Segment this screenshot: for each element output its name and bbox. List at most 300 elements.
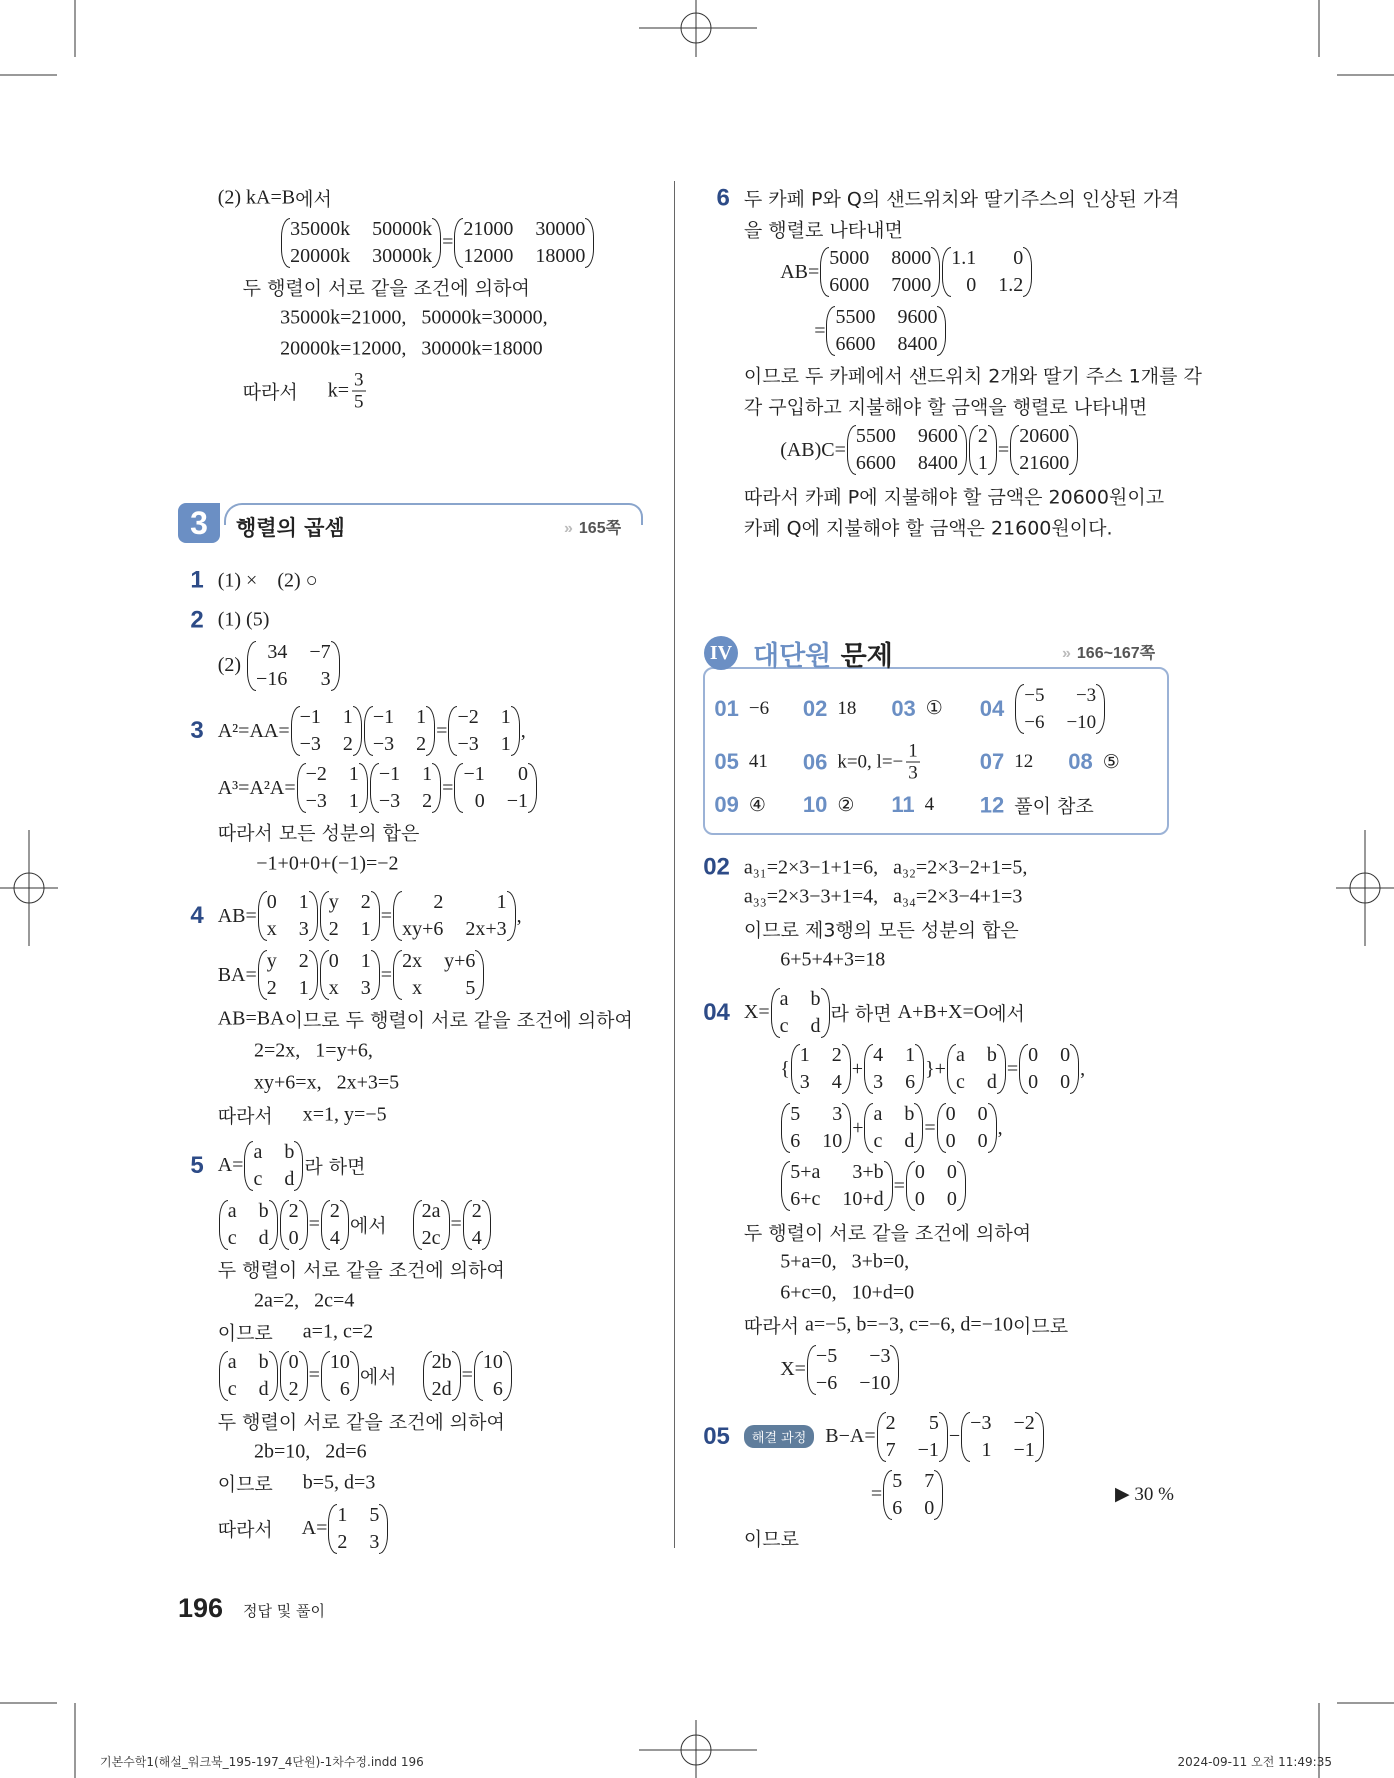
page-number: 196	[178, 1593, 224, 1623]
solution-line	[254, 1440, 367, 1463]
math-text: b=5, d=3	[272, 1471, 376, 1494]
solution-line	[190, 606, 270, 634]
matrix	[328, 1502, 388, 1556]
math-text: A³=A²A=	[217, 776, 296, 799]
matrix	[463, 1198, 491, 1252]
matrix-cell: 0	[924, 1496, 935, 1519]
matrix-cell: a	[779, 987, 789, 1010]
solution-line	[218, 1006, 633, 1033]
problem-number: 3	[190, 717, 204, 745]
solution-line	[703, 986, 1025, 1040]
math-text: 20000k=12000, 30000k=18000	[280, 337, 543, 360]
matrix-cell: 0	[474, 790, 485, 813]
korean-text: 이므로	[743, 1528, 799, 1551]
matrix-cell: a	[955, 1044, 965, 1067]
matrix-cell: d	[986, 1071, 997, 1094]
matrix-cell: −1	[506, 790, 529, 813]
korean-text: 두 행렬이 서로 같을 조건에 의하여	[217, 1259, 505, 1282]
math-text: 6+5+4+3=18	[780, 948, 886, 971]
solution-line	[871, 1468, 944, 1522]
solution-line	[744, 482, 1164, 509]
matrix-cell: 3	[320, 667, 331, 690]
answer-number: 08	[1068, 749, 1093, 775]
matrix	[847, 423, 967, 477]
matrix-cell: 5000	[829, 247, 870, 270]
matrix-cell: 0	[328, 950, 339, 973]
solution-line	[744, 392, 1147, 419]
math-text: =	[450, 1213, 462, 1236]
denominator: 3	[908, 762, 918, 784]
matrix-cell: 0	[1013, 247, 1024, 270]
matrix-cell: 3	[369, 1530, 380, 1553]
math-text: =	[1006, 1057, 1019, 1080]
solution-line	[744, 885, 1022, 908]
math-text: 18	[837, 697, 857, 719]
fraction	[906, 741, 920, 784]
matrix-cell: 1	[977, 452, 988, 475]
matrix-cell: 10	[482, 1350, 503, 1373]
solution-line	[780, 1101, 1002, 1155]
math-text: +	[851, 1057, 864, 1080]
matrix-cell: 0	[914, 1188, 925, 1211]
math-text: =	[308, 1364, 320, 1387]
matrix-cell: −5	[1024, 684, 1045, 706]
matrix-cell: 0	[1028, 1071, 1039, 1094]
math-text: =	[436, 719, 448, 742]
matrix-cell: 2	[342, 733, 353, 756]
answer-number: 04	[979, 695, 1005, 721]
chevron-icon: »	[564, 520, 573, 537]
math-text: 12	[1014, 751, 1034, 773]
matrix-cell: 1	[496, 891, 507, 914]
math-text: =	[442, 231, 454, 254]
math-text: =	[893, 1174, 905, 1197]
answer-item	[891, 792, 934, 818]
korean-text: 이므로	[217, 1473, 273, 1496]
matrix-cell: −1	[372, 706, 395, 729]
matrix-cell: 2c	[421, 1226, 441, 1249]
matrix-cell: 1	[500, 733, 511, 756]
matrix	[258, 948, 318, 1002]
matrix-cell: −3	[305, 790, 327, 813]
matrix-cell: 10	[822, 1130, 843, 1153]
math-text: 2b=10, 2d=6	[254, 1440, 367, 1463]
matrix-cell: 6000	[829, 274, 870, 297]
matrix-cell: 2	[416, 733, 427, 756]
problem-number: 02	[703, 853, 730, 881]
solution-line	[218, 819, 420, 846]
matrix-cell: 1	[298, 891, 309, 914]
matrix-cell: 2	[329, 1199, 340, 1222]
matrix	[219, 1198, 278, 1252]
math-text: xy+6=x, 2x+3=5	[254, 1071, 400, 1094]
matrix-cell: c	[955, 1071, 965, 1094]
math-text: 5+a=0, 3+b=0,	[780, 1250, 910, 1273]
solution-line	[280, 338, 543, 361]
solution-line	[744, 1311, 1068, 1338]
math-text: ,	[1080, 1057, 1086, 1080]
matrix-cell: 1	[342, 706, 353, 729]
matrix-cell: 5500	[835, 306, 876, 329]
matrix-cell: 10+d	[842, 1188, 884, 1211]
korean-text: 이므로 두 카페에서 샌드위치 2개와 딸기 주스 1개를 각	[743, 365, 1202, 388]
matrix	[820, 245, 940, 299]
matrix-cell: d	[258, 1377, 269, 1400]
page-ref-text: 166~167쪽	[1076, 645, 1156, 662]
matrix-cell: 3	[799, 1071, 810, 1094]
matrix-cell: 0	[288, 1226, 299, 1249]
korean-text: 따라서 모든 성분의 합은	[217, 822, 420, 845]
matrix-cell: 2	[298, 950, 309, 973]
matrix	[906, 1159, 966, 1213]
math-text: ①	[925, 698, 943, 720]
math-text: 41	[748, 751, 768, 773]
math-text: X=	[743, 1001, 770, 1024]
matrix-cell: 2	[337, 1530, 348, 1553]
korean-text: 카페 Q에 지불해야 할 금액은 21600원이다.	[743, 517, 1113, 540]
math-text: k=	[297, 379, 350, 402]
korean-text: 이므로	[1013, 1315, 1069, 1337]
solution-line	[218, 948, 486, 1002]
math-text: a=−5, b=−3, c=−6, d=−10	[805, 1313, 1013, 1335]
matrix-cell: −3	[378, 790, 401, 813]
matrix-cell: 0	[288, 1350, 299, 1373]
matrix	[877, 1410, 948, 1464]
answer-number: 03	[891, 695, 916, 721]
matrix-cell: c	[227, 1377, 237, 1400]
footer-label: 정답 및 풀이	[243, 1602, 325, 1620]
korean-text: 따라서 카페 P에 지불해야 할 금액은 20600원이고	[743, 486, 1165, 509]
solution-line	[254, 1071, 399, 1094]
matrix	[454, 761, 537, 815]
matrix-cell: 1.2	[998, 274, 1024, 297]
matrix-cell: 3	[360, 977, 371, 1000]
math-text: ④	[748, 794, 766, 816]
math-text: ②	[837, 794, 855, 816]
timestamp: 2024-09-11 오전 11:49:35	[1177, 1755, 1332, 1769]
matrix-cell: 4	[471, 1226, 482, 1249]
solution-line	[243, 370, 369, 413]
math-text: x=1, y=−5	[272, 1103, 387, 1126]
matrix-cell: a	[253, 1140, 263, 1163]
math-text: BA=	[217, 963, 257, 986]
title-dark: 문제	[840, 641, 893, 672]
solution-line	[190, 889, 522, 943]
answer-number: 07	[979, 749, 1005, 775]
matrix	[961, 1410, 1044, 1464]
solution-line	[780, 245, 1033, 299]
korean-text: 을 행렬로 나타내면	[743, 219, 903, 242]
chevron-icon: »	[1062, 645, 1071, 662]
matrix-cell: 1	[799, 1044, 810, 1067]
korean-text: 이므로 제3행의 모든 성분의 합은	[743, 919, 1019, 942]
matrix-cell: −3	[457, 733, 479, 756]
matrix	[781, 1159, 892, 1213]
korean-text: 풀이 참조	[1014, 795, 1094, 818]
answer-item	[980, 792, 1094, 819]
korean-text: 두 행렬이 서로 같을 조건에 의하여	[743, 1222, 1032, 1245]
solution-line	[780, 1159, 967, 1213]
matrix-cell: 6+c	[790, 1188, 821, 1211]
matrix-cell: 2d	[431, 1377, 452, 1400]
matrix-cell: 0	[1060, 1044, 1071, 1067]
math-text: −6	[748, 697, 770, 719]
matrix	[807, 1343, 900, 1397]
matrix	[291, 704, 362, 758]
math-text: A+B+X=O	[897, 1001, 989, 1024]
korean-text: 라 하면	[830, 1003, 898, 1026]
matrix	[423, 1349, 461, 1403]
solution-line	[744, 216, 903, 243]
math-text: =	[442, 776, 454, 799]
math-text: {	[780, 1057, 790, 1080]
matrix-cell: 5+a	[790, 1161, 821, 1184]
matrix-cell: 1	[348, 763, 359, 786]
matrix	[297, 761, 368, 815]
matrix-cell: d	[284, 1167, 295, 1190]
solution-line	[780, 949, 885, 972]
matrix-cell: b	[258, 1350, 269, 1373]
matrix-cell: a	[227, 1350, 237, 1373]
math-text	[397, 1364, 422, 1387]
math-text: ,	[520, 719, 526, 742]
matrix-cell: 5500	[855, 425, 896, 448]
matrix-cell: c	[873, 1130, 883, 1153]
problem-number: 1	[190, 566, 204, 594]
answer-item	[803, 741, 923, 784]
matrix-cell: 8400	[897, 333, 938, 356]
matrix	[969, 423, 997, 477]
matrix-cell: 0	[518, 763, 529, 786]
korean-text: 라 하면	[304, 1156, 366, 1179]
matrix-cell: 0	[977, 1130, 988, 1153]
math-text: (1) (5)	[217, 608, 270, 631]
matrix-cell: 0	[977, 1103, 988, 1126]
matrix-cell: −3	[299, 733, 321, 756]
matrix-cell: 2	[288, 1377, 299, 1400]
matrix-cell: 2	[328, 918, 339, 941]
korean-text: 에서	[295, 188, 332, 211]
denominator: 5	[354, 391, 364, 413]
matrix-cell: 1	[416, 706, 427, 729]
problem-number: 2	[190, 606, 204, 634]
solution-line	[744, 362, 1202, 389]
math-text: }+	[925, 1057, 946, 1080]
matrix-cell: b	[284, 1140, 295, 1163]
problem-number: 05	[703, 1422, 730, 1450]
matrix-cell: −3	[869, 1344, 891, 1367]
matrix-cell: 4	[831, 1071, 842, 1094]
matrix-cell: 1	[360, 918, 371, 941]
unit-title	[753, 634, 893, 673]
solution-line	[780, 1281, 914, 1304]
answer-item	[980, 749, 1033, 775]
math-text: 35000k=21000, 50000k=30000,	[280, 306, 548, 329]
solution-process-badge: 해결 과정	[744, 1425, 814, 1448]
matrix-cell: 1	[422, 763, 433, 786]
math-text: AB=	[217, 904, 257, 927]
matrix-cell: 1	[337, 1503, 348, 1526]
matrix-cell: 2	[885, 1411, 896, 1434]
math-text: AB=BA	[217, 1007, 285, 1030]
solution-line	[780, 1042, 1085, 1096]
matrix-cell: 50000k	[372, 217, 433, 240]
matrix-cell: b	[810, 987, 821, 1010]
korean-text: 따라서	[743, 1315, 805, 1337]
matrix-cell: −3	[1075, 684, 1097, 706]
matrix-cell: 5	[928, 1411, 939, 1434]
solution-line	[254, 1040, 373, 1063]
math-text: 2a=2, 2c=4	[254, 1289, 355, 1312]
numerator: 1	[908, 740, 918, 762]
solution-line	[243, 273, 530, 300]
matrix-cell: 5	[790, 1103, 801, 1126]
korean-text: 두 행렬이 서로 같을 조건에 의하여	[217, 1411, 505, 1434]
korean-text: 이므로	[217, 1322, 273, 1345]
title-blue: 대단원	[753, 641, 832, 672]
matrix-cell: 9600	[917, 425, 958, 448]
matrix-cell: 7	[924, 1469, 935, 1492]
matrix-cell: 6	[492, 1377, 503, 1400]
math-text: =	[924, 1116, 936, 1139]
solution-line	[254, 1289, 354, 1312]
matrix-cell: −2	[457, 706, 479, 729]
matrix-cell: 2	[433, 891, 444, 914]
math-text: −	[948, 1425, 961, 1448]
problem-number: 5	[190, 1151, 204, 1179]
matrix-cell: 5	[465, 977, 476, 1000]
answer-item	[1068, 749, 1120, 775]
math-text: =	[308, 1213, 320, 1236]
matrix-cell: b	[904, 1103, 915, 1126]
answer-item	[803, 696, 856, 722]
math-text: a₃₃=2×3−3+1=4, a₃₄=2×3−4+1=3	[743, 885, 1023, 908]
solution-line	[218, 1349, 513, 1403]
matrix-cell: c	[227, 1226, 237, 1249]
answer-number: 01	[714, 695, 739, 721]
answer-item	[980, 682, 1106, 736]
math-text: +	[852, 1116, 864, 1139]
answer-number: 10	[802, 792, 828, 818]
matrix-cell: 2	[422, 790, 433, 813]
answer-number: 09	[714, 792, 739, 818]
solution-line	[218, 1470, 376, 1497]
matrix-cell: 30000k	[372, 244, 433, 267]
answer-number: 11	[891, 792, 915, 818]
matrix-cell: 20000k	[290, 244, 351, 267]
matrix-cell: 0	[946, 1188, 957, 1211]
solution-line	[190, 704, 526, 758]
matrix-cell: 6	[339, 1377, 350, 1400]
matrix	[370, 761, 441, 815]
matrix-cell: 2x+3	[465, 918, 507, 941]
matrix-cell: 35000k	[290, 217, 351, 240]
math-text: =	[870, 1483, 883, 1506]
matrix-cell: 2	[266, 977, 277, 1000]
matrix	[321, 1349, 359, 1403]
matrix-cell: 2	[471, 1199, 482, 1222]
math-text: A=	[217, 1154, 244, 1177]
section-title: 행렬의 곱셈	[236, 516, 345, 540]
matrix-cell: 5	[369, 1503, 380, 1526]
solution-line	[256, 853, 398, 876]
matrix-cell: 21000	[463, 217, 514, 240]
solution-line	[280, 306, 548, 329]
solution-line	[190, 566, 318, 594]
matrix-cell: −1	[378, 763, 401, 786]
matrix-cell: 1.1	[951, 247, 977, 270]
matrix-cell: 6600	[855, 452, 896, 475]
math-text: =	[997, 438, 1010, 461]
matrix	[1019, 1042, 1079, 1096]
matrix-cell: 8400	[917, 452, 958, 475]
math-text: =	[380, 904, 393, 927]
matrix	[280, 1349, 308, 1403]
page-ref-text: 165쪽	[578, 520, 622, 537]
matrix-cell: 2a	[421, 1199, 441, 1222]
matrix-cell: 7000	[891, 274, 932, 297]
math-text: (AB)C=	[780, 438, 846, 461]
solution-line	[190, 1139, 366, 1193]
matrix-cell: d	[258, 1226, 269, 1249]
matrix-cell: 5	[892, 1469, 903, 1492]
matrix	[474, 1349, 512, 1403]
matrix-cell: c	[253, 1167, 263, 1190]
score-percent: ▶ 30 %	[1115, 1484, 1174, 1505]
matrix	[320, 889, 380, 943]
problem-number: 4	[190, 902, 204, 930]
math-text: 4	[924, 794, 935, 816]
solution-line	[780, 1251, 909, 1274]
math-text: a₃₁=2×3−1+1=6, a₃₂=2×3−2+1=5,	[743, 856, 1028, 878]
matrix-cell: 0	[266, 891, 277, 914]
solution-line	[744, 1218, 1031, 1245]
matrix	[947, 1042, 1006, 1096]
matrix	[771, 986, 830, 1040]
matrix-cell: y+6	[444, 950, 476, 973]
matrix	[791, 1042, 851, 1096]
matrix	[448, 704, 519, 758]
matrix-cell: c	[779, 1014, 789, 1037]
math-text	[387, 1213, 412, 1236]
matrix	[280, 1198, 308, 1252]
matrix-cell: 1	[348, 790, 359, 813]
matrix-cell: 2	[288, 1199, 299, 1222]
solution-line	[814, 304, 947, 358]
matrix-cell: 2	[360, 891, 371, 914]
solution-line	[703, 853, 1028, 881]
matrix-cell: y	[266, 950, 277, 973]
matrix-cell: −6	[1024, 711, 1045, 733]
answer-item	[714, 749, 767, 775]
matrix-cell: −5	[815, 1344, 838, 1367]
unit-badge: IV	[704, 636, 738, 670]
matrix	[937, 1101, 997, 1155]
matrix-cell: 0	[1060, 1071, 1071, 1094]
matrix-cell: 12000	[463, 244, 514, 267]
matrix	[320, 948, 380, 1002]
matrix-cell: a	[227, 1199, 237, 1222]
solution-line	[716, 184, 1180, 212]
matrix-cell: −1	[299, 706, 321, 729]
solution-line	[218, 639, 341, 693]
matrix-cell: 21600	[1019, 452, 1070, 475]
matrix-cell: y	[328, 891, 339, 914]
matrix	[247, 639, 340, 693]
korean-text: 두 카페 P와 Q의 샌드위치와 딸기주스의 인상된 가격	[743, 188, 1180, 211]
matrix-cell: −1	[463, 763, 485, 786]
korean-text: 에서	[359, 1366, 397, 1389]
